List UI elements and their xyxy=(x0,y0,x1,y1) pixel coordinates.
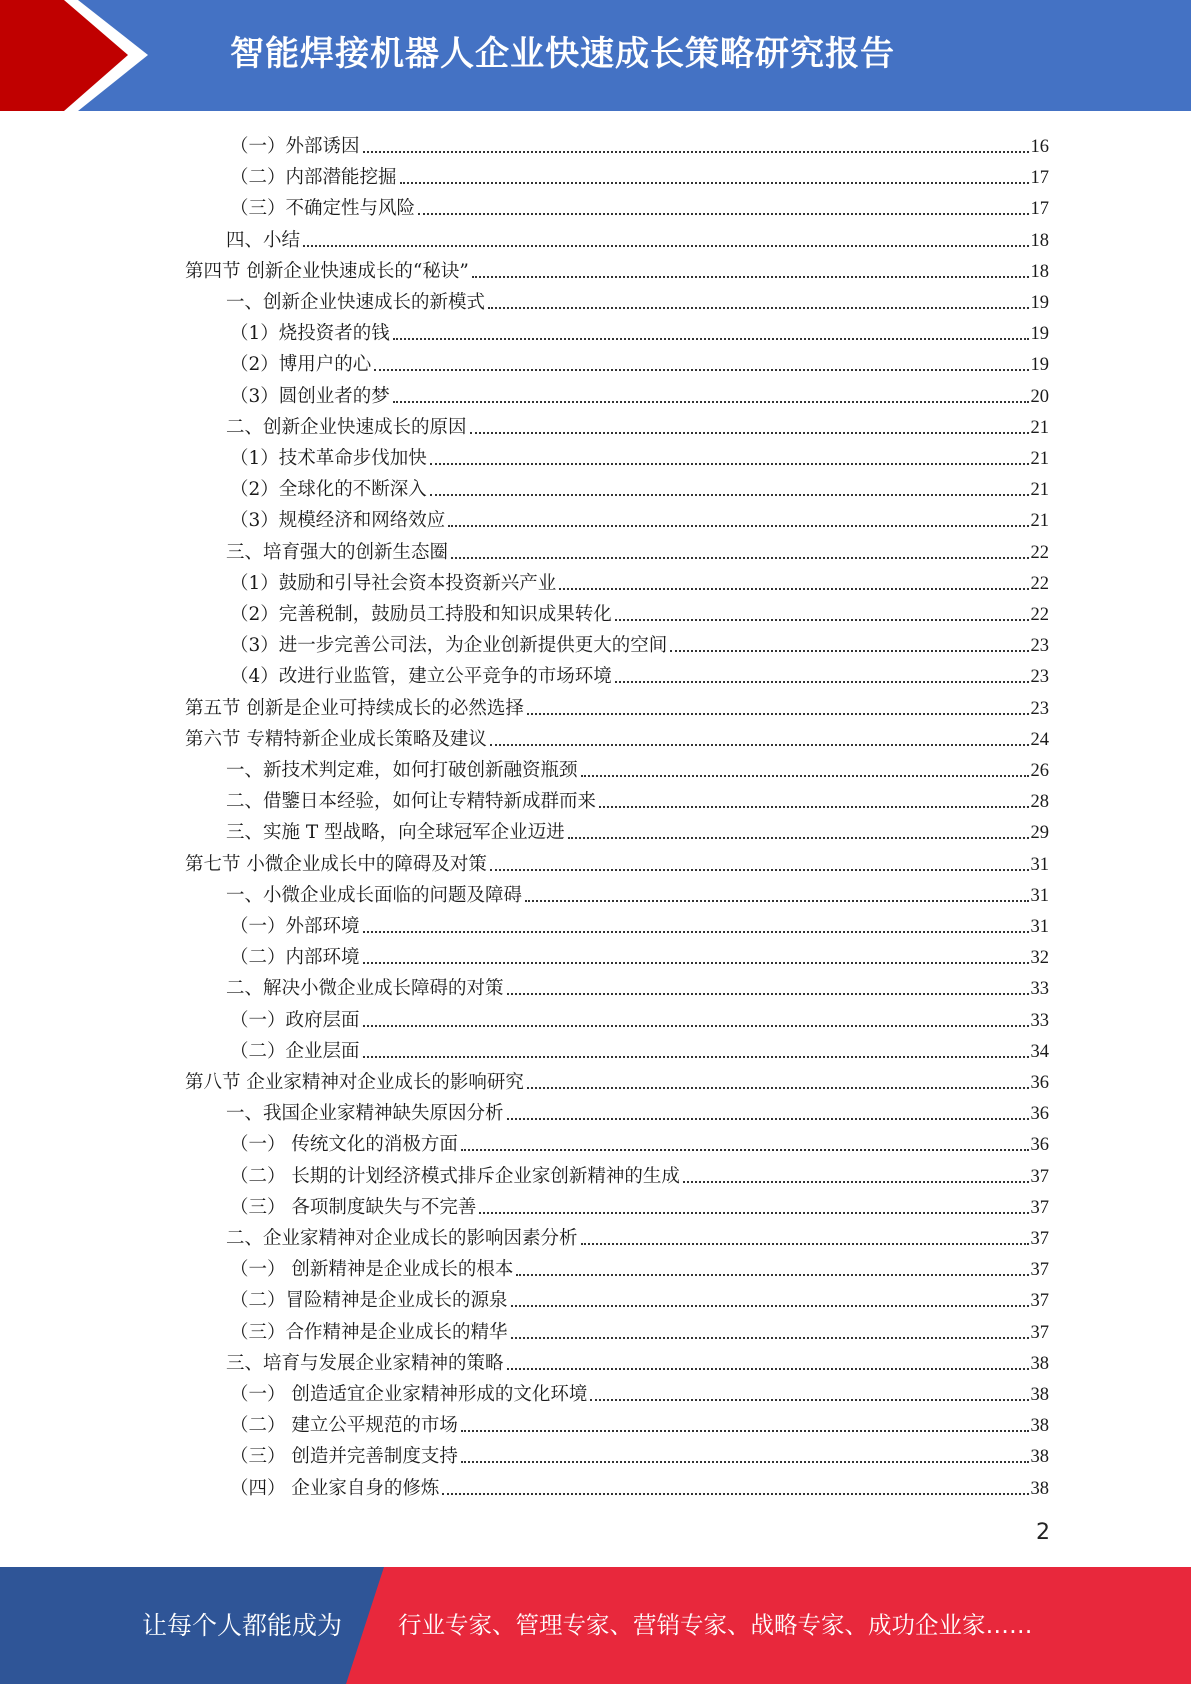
dot-leader xyxy=(527,1087,1029,1089)
toc-entry-page: 31 xyxy=(1030,854,1049,875)
toc-entry[interactable] xyxy=(230,1188,1049,1219)
toc-entry-title: 一、我国企业家精神缺失原因分析 xyxy=(226,1103,504,1125)
toc-entry-page: 33 xyxy=(1030,979,1049,1000)
toc-entry-page: 19 xyxy=(1030,324,1049,345)
page-number: 2 xyxy=(1036,1520,1050,1545)
dot-leader xyxy=(670,650,1028,652)
toc-entry[interactable] xyxy=(226,782,1049,813)
toc-entry[interactable] xyxy=(230,1157,1049,1188)
dot-leader xyxy=(418,213,1028,215)
dot-leader xyxy=(568,837,1029,839)
dot-leader xyxy=(451,557,1028,559)
toc-entry-page: 37 xyxy=(1030,1291,1049,1312)
toc-entry[interactable] xyxy=(226,813,1049,844)
toc-entry-title: （2）完善税制，鼓励员工持股和知识成果转化 xyxy=(230,604,612,625)
toc-entry-page: 38 xyxy=(1030,1353,1049,1374)
dot-leader xyxy=(400,182,1029,184)
dot-leader xyxy=(511,1305,1029,1307)
toc-entry-title: 二、企业家精神对企业成长的影响因素分析 xyxy=(226,1228,578,1249)
toc-entry-title: （四） 企业家自身的修炼 xyxy=(230,1477,440,1499)
toc-entry-page: 18 xyxy=(1030,230,1049,251)
dot-leader xyxy=(472,276,1029,278)
toc-entry-page: 24 xyxy=(1030,729,1049,750)
dot-leader xyxy=(363,1056,1029,1058)
toc-entry[interactable] xyxy=(226,1094,1049,1125)
toc-entry-title: （3）圆创业者的梦 xyxy=(230,385,390,407)
toc-entry[interactable] xyxy=(226,408,1049,439)
toc-entry-title: （2）全球化的不断深入 xyxy=(230,479,427,501)
toc-entry[interactable] xyxy=(230,1406,1049,1437)
toc-entry-title: （1）鼓励和引导社会资本投资新兴产业 xyxy=(230,572,557,594)
toc-entry[interactable] xyxy=(230,127,1049,158)
toc-entry-title: 三、培育强大的创新生态圈 xyxy=(226,541,449,563)
toc-entry[interactable] xyxy=(230,1125,1049,1156)
document-title: 智能焊接机器人企业快速成长策略研究报告 xyxy=(230,34,895,74)
dot-leader xyxy=(559,588,1028,590)
toc-entry[interactable] xyxy=(226,221,1049,252)
toc-entry-title: （二）内部潜能挖掘 xyxy=(230,167,397,189)
toc-entry-title: （3）进一步完善公司法，为企业创新提供更大的空间 xyxy=(230,635,668,657)
toc-entry[interactable] xyxy=(230,1313,1049,1344)
toc-entry-title: 一、新技术判定难，如何打破创新融资瓶颈 xyxy=(226,760,578,781)
toc-entry-title: 二、解决小微企业成长障碍的对策 xyxy=(226,978,504,1000)
toc-entry[interactable] xyxy=(230,564,1049,595)
toc-entry-title: 一、小微企业成长面临的问题及障碍 xyxy=(226,884,523,906)
toc-entry-title: （一）外部环境 xyxy=(230,916,360,937)
toc-entry-page: 17 xyxy=(1030,199,1049,220)
toc-entry[interactable] xyxy=(230,1001,1049,1032)
toc-entry[interactable] xyxy=(230,1281,1049,1312)
toc-entry-page: 22 xyxy=(1030,573,1049,594)
toc-entry-page: 38 xyxy=(1030,1478,1049,1499)
toc-entry-page: 31 xyxy=(1030,917,1049,937)
toc-entry-title: （2）博用户的心 xyxy=(230,354,372,376)
toc-entry-title: （一）政府层面 xyxy=(230,1009,360,1031)
toc-entry-page: 33 xyxy=(1030,1010,1049,1031)
toc-entry-title: 一、创新企业快速成长的新模式 xyxy=(226,292,486,313)
dot-leader xyxy=(490,744,1029,746)
toc-entry-page: 26 xyxy=(1030,761,1049,781)
toc-entry-title: （1）烧投资者的钱 xyxy=(230,323,390,345)
dot-leader xyxy=(461,1461,1029,1463)
toc-entry[interactable] xyxy=(230,657,1049,688)
toc-entry[interactable] xyxy=(226,969,1049,1000)
toc-entry-title: （二） 建立公平规范的市场 xyxy=(230,1415,458,1437)
dot-leader xyxy=(479,1212,1028,1214)
dot-leader xyxy=(490,869,1029,871)
toc-entry[interactable] xyxy=(230,626,1049,657)
dot-leader xyxy=(525,900,1028,902)
toc-entry-page: 21 xyxy=(1030,480,1049,501)
toc-entry-title: （一） 创造适宜企业家精神形成的文化环境 xyxy=(230,1384,588,1405)
toc-entry-title: 二、创新企业快速成长的原因 xyxy=(226,416,467,438)
dot-leader xyxy=(615,681,1029,683)
toc-entry[interactable] xyxy=(230,595,1049,626)
toc-entry-page: 38 xyxy=(1030,1447,1049,1468)
toc-entry[interactable] xyxy=(185,252,1049,283)
toc-entry[interactable] xyxy=(226,533,1049,564)
toc-entry-page: 16 xyxy=(1030,137,1049,157)
toc-entry-page: 38 xyxy=(1030,1416,1049,1437)
dot-leader xyxy=(511,1337,1029,1339)
toc-entry-page: 36 xyxy=(1030,1135,1049,1156)
toc-entry[interactable] xyxy=(230,439,1049,470)
toc-entry-page: 37 xyxy=(1030,1197,1049,1218)
toc-entry-title: 第五节 创新是企业可持续成长的必然选择 xyxy=(185,697,524,719)
toc-entry-title: （一） 传统文化的消极方面 xyxy=(230,1134,458,1156)
toc-entry-page: 18 xyxy=(1030,261,1049,282)
toc-entry-title: （三）不确定性与风险 xyxy=(230,198,416,220)
toc-entry-page: 37 xyxy=(1030,1229,1049,1249)
toc-entry-title: （一）外部诱因 xyxy=(230,136,360,157)
dot-leader xyxy=(393,338,1029,340)
dot-leader xyxy=(599,806,1028,808)
toc-entry-page: 19 xyxy=(1030,293,1049,313)
toc-entry-page: 19 xyxy=(1030,355,1049,376)
toc-entry-page: 21 xyxy=(1030,511,1049,532)
toc-entry-page: 32 xyxy=(1030,948,1049,969)
dot-leader xyxy=(303,245,1028,247)
dot-leader xyxy=(363,1025,1029,1027)
toc-entry[interactable] xyxy=(230,158,1049,189)
toc-entry[interactable] xyxy=(230,1469,1049,1500)
dot-leader xyxy=(363,151,1029,153)
toc-entry[interactable] xyxy=(230,377,1049,408)
toc-entry-title: （二）内部环境 xyxy=(230,947,360,969)
toc-entry-title: 三、培育与发展企业家精神的策略 xyxy=(226,1352,504,1374)
page-footer xyxy=(0,1567,1191,1684)
toc-entry[interactable] xyxy=(226,283,1049,314)
toc-entry[interactable] xyxy=(185,720,1049,751)
toc-entry-title: （一） 创新精神是企业成长的根本 xyxy=(230,1259,514,1281)
toc-entry-page: 20 xyxy=(1030,386,1049,407)
toc-entry-page: 23 xyxy=(1030,667,1049,688)
toc-entry-page: 37 xyxy=(1030,1166,1049,1187)
dot-leader xyxy=(581,1243,1029,1245)
toc-entry[interactable] xyxy=(230,1375,1049,1406)
dot-leader xyxy=(442,1493,1028,1495)
toc-entry-title: 第六节 专精特新企业成长策略及建议 xyxy=(185,728,487,750)
toc-entry-page: 38 xyxy=(1030,1385,1049,1405)
toc-entry-page: 21 xyxy=(1030,417,1049,438)
footer-slogan-right: 行业专家、管理专家、营销专家、战略专家、成功企业家…… xyxy=(398,1611,1033,1639)
toc-entry-title: （4）改进行业监管，建立公平竞争的市场环境 xyxy=(230,666,612,688)
dot-leader xyxy=(516,1274,1028,1276)
toc-entry-title: （1）技术革命步伐加快 xyxy=(230,448,427,469)
toc-entry-page: 22 xyxy=(1030,542,1049,563)
toc-entry[interactable] xyxy=(230,470,1049,501)
dot-leader xyxy=(507,1118,1029,1120)
toc-entry-page: 37 xyxy=(1030,1322,1049,1343)
toc-entry-title: （三） 创造并完善制度支持 xyxy=(230,1446,458,1468)
toc-entry[interactable] xyxy=(230,938,1049,969)
toc-entry-title: 第七节 小微企业成长中的障碍及对策 xyxy=(185,853,487,875)
toc-entry[interactable] xyxy=(230,501,1049,532)
toc-entry-title: （三）合作精神是企业成长的精华 xyxy=(230,1321,508,1343)
footer-slogan-left: 让每个人都能成为 xyxy=(142,1611,343,1640)
toc-entry[interactable] xyxy=(185,845,1049,876)
dot-leader xyxy=(430,463,1029,465)
toc-entry-title: （二）冒险精神是企业成长的源泉 xyxy=(230,1290,508,1312)
toc-entry[interactable] xyxy=(185,689,1049,720)
toc-entry[interactable] xyxy=(230,907,1049,938)
dot-leader xyxy=(507,1368,1029,1370)
toc-entry[interactable] xyxy=(226,876,1049,907)
dot-leader xyxy=(683,1181,1029,1183)
toc-entry-title: 第八节 企业家精神对企业成长的影响研究 xyxy=(185,1072,524,1093)
dot-leader xyxy=(430,494,1029,496)
toc-entry[interactable] xyxy=(226,751,1049,782)
toc-entry-page: 23 xyxy=(1030,636,1049,657)
toc-entry-page: 31 xyxy=(1030,885,1049,906)
toc-entry-title: 二、借鑒日本经验，如何让专精特新成群而来 xyxy=(226,791,597,813)
toc-entry-title: （二）企业层面 xyxy=(230,1040,360,1062)
toc-entry-page: 21 xyxy=(1030,449,1049,469)
dot-leader xyxy=(374,369,1028,371)
toc-entry-title: （3）规模经济和网络效应 xyxy=(230,510,446,532)
toc-entry-page: 34 xyxy=(1030,1041,1049,1062)
dot-leader xyxy=(615,619,1029,621)
toc-entry-page: 17 xyxy=(1030,168,1049,189)
toc-entry-title: （二） 长期的计划经济模式排斥企业家创新精神的生成 xyxy=(230,1165,680,1187)
toc-entry-title: 三、实施 T 型战略，向全球冠军企业迈进 xyxy=(226,822,565,844)
toc-entry[interactable] xyxy=(230,345,1049,376)
toc-entry-title: （三） 各项制度缺失与不完善 xyxy=(230,1196,477,1218)
dot-leader xyxy=(363,931,1029,933)
dot-leader xyxy=(461,1149,1029,1151)
toc-entry-title: 第四节 创新企业快速成长的“秘诀” xyxy=(185,260,469,282)
dot-leader xyxy=(461,1430,1029,1432)
dot-leader xyxy=(393,401,1029,403)
toc-entry[interactable] xyxy=(230,1250,1049,1281)
dot-leader xyxy=(448,525,1028,527)
toc-entry-page: 29 xyxy=(1030,823,1049,844)
toc-entry-title: 四、小结 xyxy=(226,229,301,251)
toc-entry-page: 37 xyxy=(1030,1260,1049,1281)
toc-entry[interactable] xyxy=(226,1219,1049,1250)
dot-leader xyxy=(470,432,1029,434)
toc-entry[interactable] xyxy=(230,1032,1049,1063)
toc-entry-page: 23 xyxy=(1030,698,1049,719)
dot-leader xyxy=(363,962,1029,964)
toc-entry[interactable] xyxy=(230,314,1049,345)
page-header xyxy=(0,0,1191,111)
toc-entry[interactable] xyxy=(230,189,1049,220)
chevron-arrow-logo xyxy=(0,0,160,111)
dot-leader xyxy=(581,775,1029,777)
toc-entry-page: 36 xyxy=(1030,1073,1049,1093)
toc-entry-page: 36 xyxy=(1030,1104,1049,1125)
toc-entry[interactable] xyxy=(230,1437,1049,1468)
toc-entry[interactable] xyxy=(226,1344,1049,1375)
toc-entry[interactable] xyxy=(185,1063,1049,1094)
dot-leader xyxy=(507,993,1029,995)
toc-entry-page: 28 xyxy=(1030,792,1049,813)
toc-entry-page: 22 xyxy=(1030,605,1049,625)
dot-leader xyxy=(527,713,1029,715)
dot-leader xyxy=(590,1399,1028,1401)
dot-leader xyxy=(488,307,1028,309)
